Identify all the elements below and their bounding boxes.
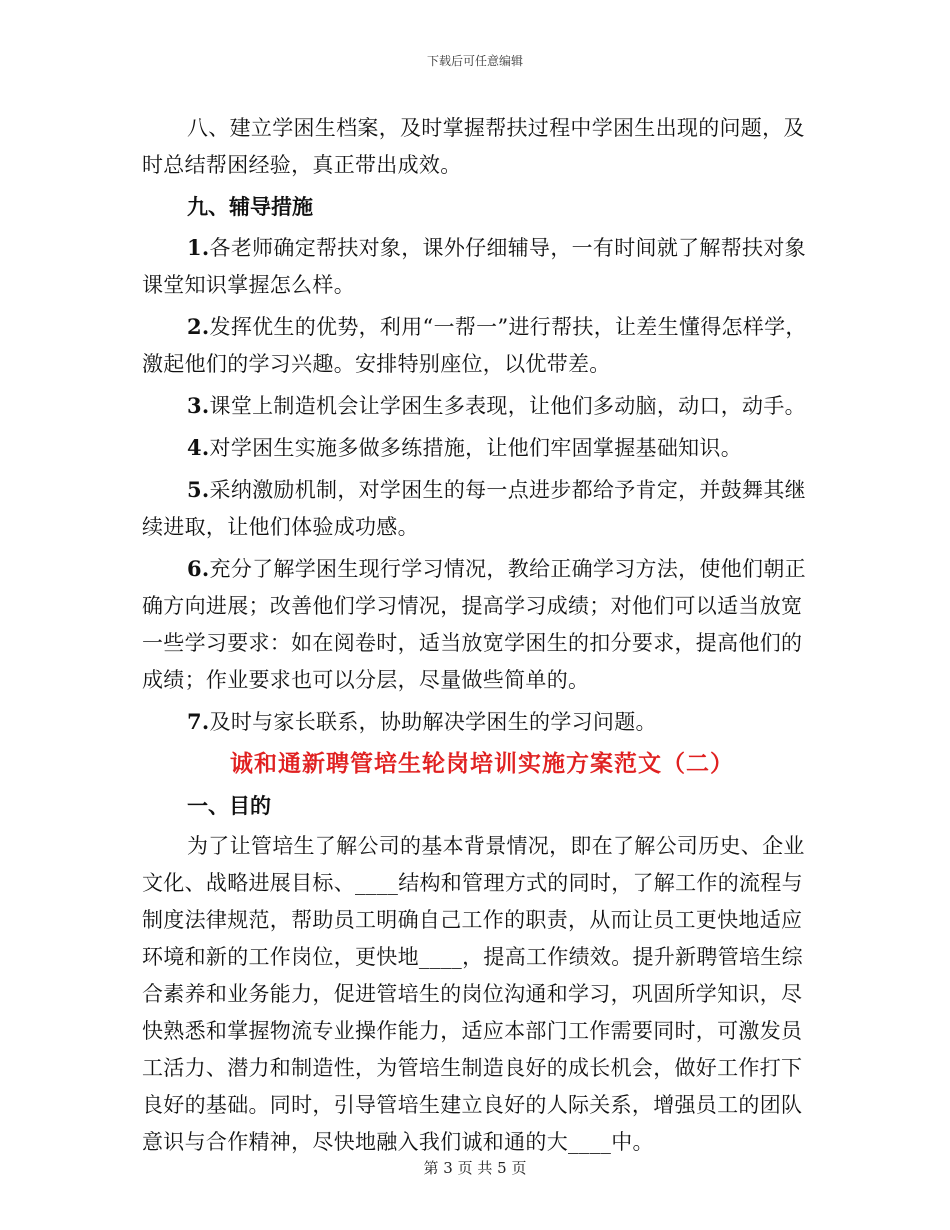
- item-text: 发挥优生的优势，利用“一帮一”进行帮扶，让差生懂得怎样学，激起他们的学习兴趣。安排特别座位，以优带差。: [142, 315, 807, 376]
- page-footer: 第 3 页 共 5 页: [423, 1159, 527, 1177]
- list-item: [142, 429, 822, 467]
- item-text: 对学困生实施多做多练措施，让他们牢固掌握基础知识。: [209, 436, 743, 460]
- item-number: 2.: [187, 314, 210, 339]
- purpose-paragraph: 为了让管培生了解公司的基本背景情况，即在了解公司历史、企业文化、战略进展目标、____结构和管理方式的同时，了解工作的流程与制度法律规范，帮助员工明确自己工作的职责，从而让员工更快地适应环境和新的工作岗位，更快地____，提高工作绩效。提升新聘管培生综合素养和业务能力，促进管培生的岗位沟通和学习，巩固所学知识，尽快熟悉和掌握物流专业操作能力，适应本部门工作需要同时，可激发员工活力、潜力和制造性，为管培生制造良好的成长机会，做好工作打下良好的基础。同时，引导管培生建立良好的人际关系，增强员工的团队意识与合作精神，尽快地融入我们诚和通的大____中。: [142, 834, 805, 1154]
- list-item: [142, 229, 822, 304]
- item-text: 采纳激励机制，对学困生的每一点进步都给予肯定，并鼓舞其继续进取，让他们体验成功感。: [142, 478, 806, 539]
- section-title: 诚和通新聘管培生轮岗培训实施方案范文（二）: [230, 750, 734, 777]
- heading-9: 九、辅导措施: [187, 194, 313, 219]
- page-header: 下载后可任意编辑: [426, 54, 523, 68]
- document-body: [142, 110, 822, 1161]
- item-number: 3.: [187, 393, 210, 418]
- item-number: 7.: [187, 709, 210, 734]
- list-item: [142, 550, 822, 699]
- item-number: 4.: [187, 435, 210, 460]
- list-item: [142, 308, 822, 383]
- item-number: 1.: [187, 235, 210, 260]
- item-text: 及时与家长联系，协助解决学困生的学习问题。: [209, 710, 657, 734]
- item-number: 5.: [187, 477, 210, 502]
- list-item: [142, 703, 822, 741]
- item-number: 6.: [187, 556, 210, 581]
- list-item: [142, 471, 822, 546]
- item-text: 课堂上制造机会让学困生多表现，让他们多动脑，动口，动手。: [209, 394, 806, 418]
- list-item: [142, 387, 822, 425]
- item-text: 各老师确定帮扶对象，课外仔细辅导，一有时间就了解帮扶对象课堂知识掌握怎么样。: [142, 236, 806, 297]
- heading-1: 一、目的: [187, 793, 271, 818]
- paragraph-8: 八、建立学困生档案，及时掌握帮扶过程中学困生出现的问题，及时总结帮困经验，真正带出成效。: [142, 116, 805, 177]
- item-text: 充分了解学困生现行学习情况，教给正确学习方法，使他们朝正确方向进展；改善他们学习情况，提高学习成绩；对他们可以适当放宽一些学习要求：如在阅卷时，适当放宽学困生的扣分要求，提高他们的成绩；作业要求也可以分层，尽量做些简单的。: [142, 557, 806, 692]
